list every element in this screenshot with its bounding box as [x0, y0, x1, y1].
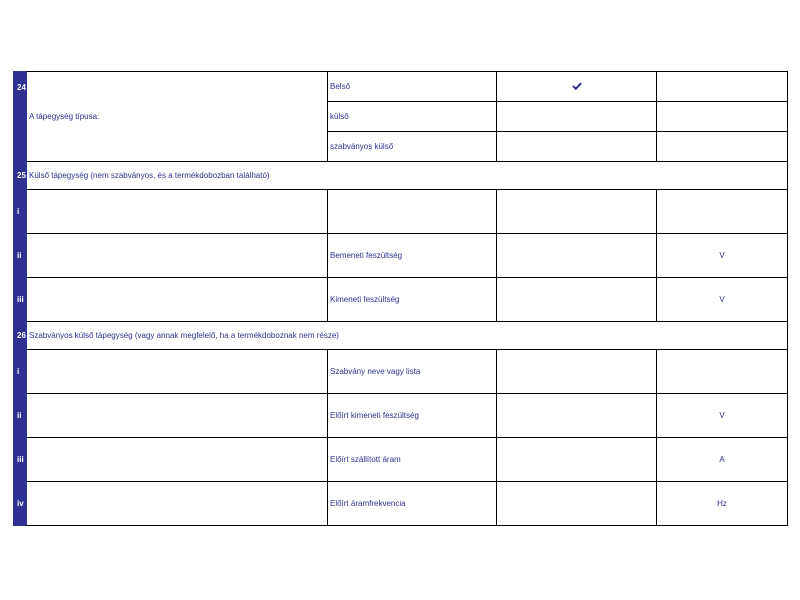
row-26-iii-unit: A — [657, 438, 788, 482]
power-supply-form-table — [13, 71, 788, 526]
row-26-iv-unit: Hz — [657, 482, 788, 526]
row-26-i-field: Szabvány neve vagy lista — [328, 350, 497, 394]
row-25-i-value[interactable] — [497, 190, 657, 234]
row-26-iv-field: Előírt áramfrekvencia — [328, 482, 497, 526]
row-26-ii-unit: V — [657, 394, 788, 438]
option-checkbox-internal[interactable] — [497, 72, 657, 102]
section-26-title: Szabványos külső tápegység (vagy annak megfelelő, ha a termékdoboznak nem része) — [27, 322, 788, 350]
row-26-iv — [14, 482, 788, 526]
row-25-i-unit — [657, 190, 788, 234]
row-26-iii-description[interactable] — [27, 438, 328, 482]
row-25-iii-field: Kimeneti feszültség — [328, 278, 497, 322]
row-26-iii — [14, 438, 788, 482]
row-25-ii-field: Bemeneti feszültség — [328, 234, 497, 278]
row-25-i-field — [328, 190, 497, 234]
row-24-option-1 — [14, 72, 788, 102]
row-number-25-i: i — [14, 190, 27, 234]
row-25-ii-unit: V — [657, 234, 788, 278]
row-26-ii-value[interactable] — [497, 394, 657, 438]
row-26-iv-value[interactable] — [497, 482, 657, 526]
option-extra-internal[interactable] — [657, 72, 788, 102]
row-25-ii-value[interactable] — [497, 234, 657, 278]
row-25-iii — [14, 278, 788, 322]
row-25-ii-description[interactable] — [27, 234, 328, 278]
row-25-iii-value[interactable] — [497, 278, 657, 322]
option-label-external: külső — [328, 102, 497, 132]
row-26-i-unit — [657, 350, 788, 394]
row-26-ii-field: Előírt kimeneti feszültség — [328, 394, 497, 438]
row-number-24: 24 — [14, 72, 27, 162]
row-number-26-iii: iii — [14, 438, 27, 482]
row-26-i-description[interactable] — [27, 350, 328, 394]
row-number-26: 26 — [14, 322, 27, 350]
power-supply-type-label: A tápegység típusa: — [27, 72, 328, 162]
option-extra-external[interactable] — [657, 102, 788, 132]
row-26-i-value[interactable] — [497, 350, 657, 394]
option-label-standard-external: szabványos külső — [328, 132, 497, 162]
row-number-25-ii: ii — [14, 234, 27, 278]
row-number-26-i: i — [14, 350, 27, 394]
row-25-i — [14, 190, 788, 234]
option-checkbox-standard-external[interactable] — [497, 132, 657, 162]
option-label-internal: Belső — [328, 72, 497, 102]
row-25-iii-unit: V — [657, 278, 788, 322]
section-26-header — [14, 322, 788, 350]
row-25-ii — [14, 234, 788, 278]
row-26-ii-description[interactable] — [27, 394, 328, 438]
row-26-iii-field: Előírt szállított áram — [328, 438, 497, 482]
row-26-i — [14, 350, 788, 394]
row-26-iii-value[interactable] — [497, 438, 657, 482]
row-25-i-description[interactable] — [27, 190, 328, 234]
row-26-iv-description[interactable] — [27, 482, 328, 526]
check-icon — [572, 82, 582, 90]
option-extra-standard-external[interactable] — [657, 132, 788, 162]
row-number-25-iii: iii — [14, 278, 27, 322]
row-number-26-iv: iv — [14, 482, 27, 526]
row-number-25: 25 — [14, 162, 27, 190]
row-26-ii — [14, 394, 788, 438]
option-checkbox-external[interactable] — [497, 102, 657, 132]
section-25-title: Külső tápegység (nem szabványos, és a termékdobozban található) — [27, 162, 788, 190]
row-25-iii-description[interactable] — [27, 278, 328, 322]
row-number-26-ii: ii — [14, 394, 27, 438]
section-25-header — [14, 162, 788, 190]
